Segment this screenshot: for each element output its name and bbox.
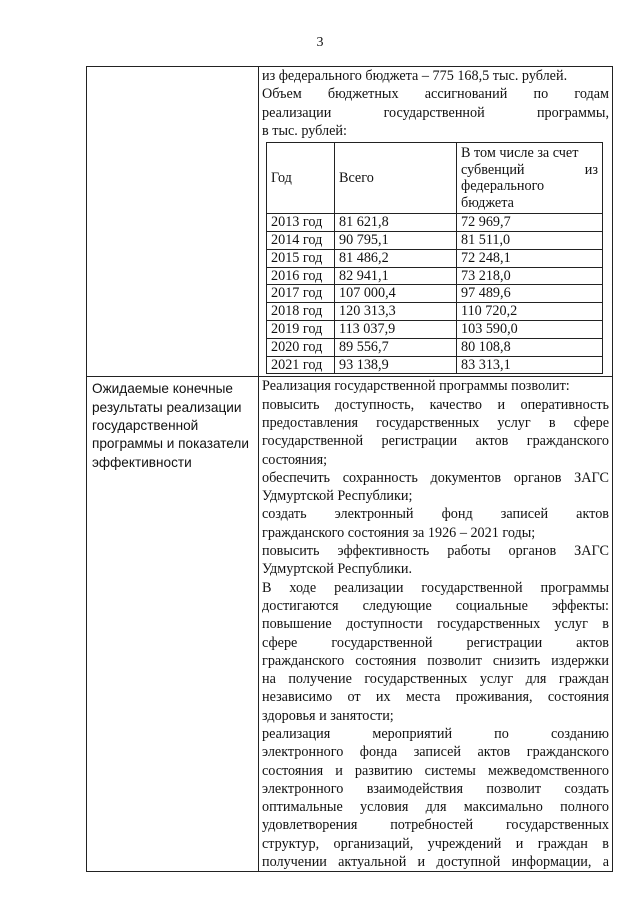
table-row xyxy=(267,214,603,232)
total-cell: 93 138,9 xyxy=(335,356,457,374)
year-cell: 2019 год xyxy=(267,320,335,338)
total-cell: 82 941,1 xyxy=(335,267,457,285)
results-text-line: достигаются следующие социальные эффекты: xyxy=(262,597,609,614)
results-text-line: получении актуальной и доступной информации, а xyxy=(262,854,609,871)
results-text-line: предоставления государственных услуг в сфере xyxy=(262,414,609,431)
table-row xyxy=(267,303,603,321)
subvention-cell: 72 248,1 xyxy=(457,249,603,267)
table-row xyxy=(267,285,603,303)
results-text-line: электронного фонда записей актов гражданского xyxy=(262,744,609,761)
year-cell: 2015 год xyxy=(267,249,335,267)
year-cell: 2016 год xyxy=(267,267,335,285)
header-subvention xyxy=(457,143,603,214)
results-text-line: здоровья и занятости; xyxy=(262,707,394,724)
funding-intro-line-3: в тыс. рублей: xyxy=(262,122,347,139)
results-text-line: гражданского состояния за 1926 – 2021 годы; xyxy=(262,524,536,541)
results-text-line: В ходе реализации государственной программы xyxy=(262,579,609,596)
subvention-cell: 103 590,0 xyxy=(457,320,603,338)
total-cell: 90 795,1 xyxy=(335,231,457,249)
subvention-cell: 81 511,0 xyxy=(457,231,603,249)
results-text-line: сфере государственной регистрации актов xyxy=(262,634,609,651)
header-subvention-line-4: бюджета xyxy=(461,194,514,211)
total-cell: 107 000,4 xyxy=(335,285,457,303)
subvention-cell: 72 969,7 xyxy=(457,214,603,232)
subvention-cell: 80 108,8 xyxy=(457,338,603,356)
funding-table-header xyxy=(267,143,603,214)
results-text-line: повысить доступность, качество и оперативность xyxy=(262,396,609,413)
results-content-cell xyxy=(259,377,613,872)
year-cell: 2014 год xyxy=(267,231,335,249)
results-text-line: Реализация государственной программы позволит: xyxy=(262,378,570,395)
table-row xyxy=(267,267,603,285)
year-cell: 2018 год xyxy=(267,303,335,321)
results-text-line: повысить эффективность работы органов ЗАГС xyxy=(262,543,609,560)
funding-intro-line-1: Объем бюджетных ассигнований по годам xyxy=(262,86,609,103)
funding-intro-line-2: реализации государственной программы, xyxy=(262,104,609,121)
subvention-cell: 110 720,2 xyxy=(457,303,603,321)
year-cell: 2021 год xyxy=(267,356,335,374)
results-text-line: обеспечить сохранность документов органов ЗАГС xyxy=(262,469,609,486)
year-cell: 2020 год xyxy=(267,338,335,356)
results-row xyxy=(87,377,613,872)
funding-content-cell xyxy=(259,67,613,377)
results-label: Ожидаемые конечные результаты реализации государственной программы и показатели эффективности xyxy=(87,377,259,872)
table-row xyxy=(267,249,603,267)
table-row xyxy=(267,338,603,356)
header-subvention-line-1: В том числе за счет xyxy=(461,144,579,161)
passport-table xyxy=(86,66,613,872)
results-text-line: на получение государственных услуг для граждан xyxy=(262,671,609,688)
total-cell: 120 313,3 xyxy=(335,303,457,321)
results-text-line: Удмуртской Республики. xyxy=(262,561,413,578)
table-row xyxy=(267,356,603,374)
header-subvention-line-3: федерального xyxy=(461,177,545,194)
funding-by-year-table xyxy=(266,142,603,374)
subvention-cell: 83 313,1 xyxy=(457,356,603,374)
total-cell: 81 486,2 xyxy=(335,249,457,267)
funding-table-body xyxy=(267,214,603,374)
results-text-line: электронного взаимодействия позволит создать xyxy=(262,780,609,797)
funding-row xyxy=(87,67,613,377)
total-cell: 81 621,8 xyxy=(335,214,457,232)
year-cell: 2017 год xyxy=(267,285,335,303)
results-text-line: государственной регистрации актов гражданского xyxy=(262,433,609,450)
results-text-line: Удмуртской Республики; xyxy=(262,488,413,505)
total-cell: 113 037,9 xyxy=(335,320,457,338)
results-text-line: структур, организаций, учреждений и граждан в xyxy=(262,835,609,852)
results-text-line: реализация мероприятий по созданию xyxy=(262,726,609,742)
header-year: Год xyxy=(267,143,335,214)
results-text-line: состояния и развитию системы межведомственного xyxy=(262,762,609,779)
subvention-cell: 73 218,0 xyxy=(457,267,603,285)
results-text-line: гражданского состояния позволит снизить издержки xyxy=(262,652,609,669)
results-text-line: создать электронный фонд записей актов xyxy=(262,506,609,523)
table-row xyxy=(267,320,603,338)
subvention-cell: 97 489,6 xyxy=(457,285,603,303)
header-total: Всего xyxy=(335,143,457,214)
page-number: 3 xyxy=(316,35,324,50)
results-text-line: удовлетворения потребностей государственных xyxy=(262,817,609,834)
funding-label-cell xyxy=(87,67,259,377)
results-text-line: состояния; xyxy=(262,451,328,468)
table-row xyxy=(267,231,603,249)
total-cell: 89 556,7 xyxy=(335,338,457,356)
header-subvention-line-2: субвенций из xyxy=(461,161,598,178)
federal-total-text: из федерального бюджета – 775 168,5 тыс. рублей. xyxy=(262,68,568,84)
results-text-line: оптимальные условия для максимально полного xyxy=(262,799,609,816)
results-text-line: повышение доступности государственных услуг в xyxy=(262,616,609,633)
results-text-line: независимо от их места проживания, состояния xyxy=(262,689,609,706)
year-cell: 2013 год xyxy=(267,214,335,232)
